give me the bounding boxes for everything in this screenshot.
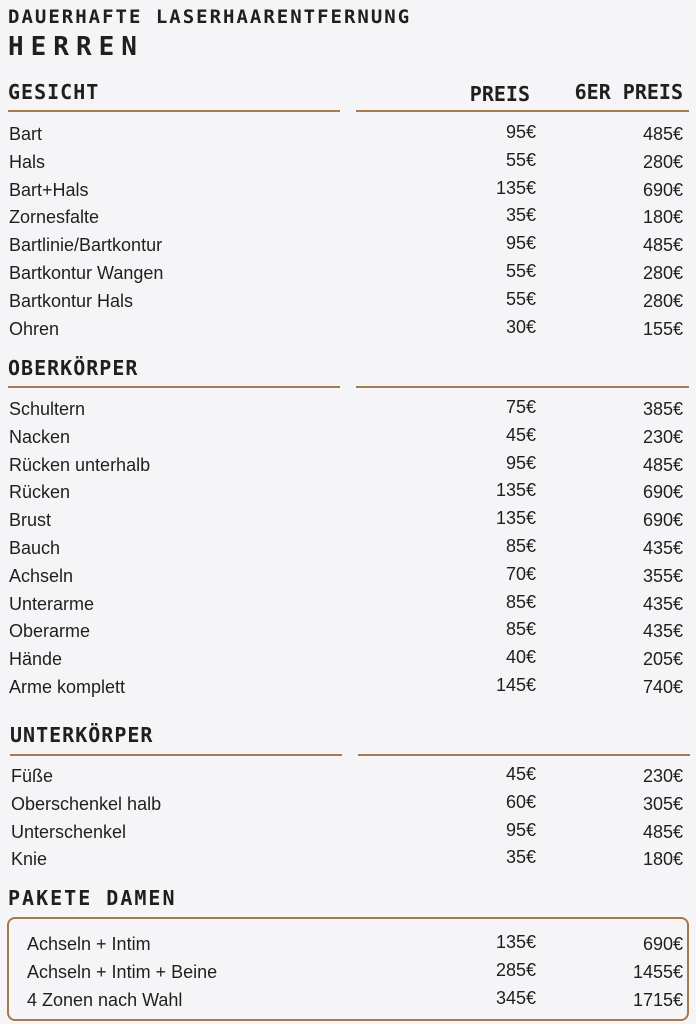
item-name: Bartkontur Hals (9, 290, 134, 311)
item-price: 45€ (505, 764, 536, 784)
item-name: Achseln + Intim + Beine (27, 961, 218, 982)
item-six-price: 1715€ (632, 989, 683, 1010)
price-row (0, 987, 696, 1018)
price-row (0, 482, 696, 510)
item-name: Achseln + Intim (27, 934, 151, 954)
price-row (0, 260, 696, 291)
section-divider-left (8, 386, 340, 388)
item-six-price: 305€ (642, 793, 683, 814)
item-price: 55€ (505, 288, 536, 309)
section-list-pakete (0, 934, 696, 1017)
item-six-price: 155€ (642, 318, 683, 339)
section-divider-right (356, 386, 689, 388)
price-row (0, 791, 696, 822)
section-list-unterkoerper (0, 766, 696, 877)
item-name: Arme komplett (9, 676, 126, 697)
item-six-price: 690€ (642, 179, 683, 200)
item-name: Nacken (9, 426, 71, 447)
item-six-price: 485€ (642, 454, 683, 475)
item-six-price: 1455€ (632, 961, 683, 982)
item-price: 60€ (505, 791, 536, 812)
page-title: DAUERHAFTE LASERHAARENTFERNUNG (8, 6, 412, 28)
item-name: Brust (9, 510, 52, 531)
section-divider-left (8, 110, 340, 112)
item-six-price: 230€ (642, 766, 683, 786)
item-name: Rücken (9, 482, 71, 503)
price-row (0, 452, 696, 483)
item-six-price: 230€ (642, 426, 683, 447)
item-price: 75€ (505, 397, 536, 417)
item-price: 95€ (505, 819, 536, 840)
item-price: 135€ (495, 932, 536, 952)
price-row (0, 819, 696, 850)
item-price: 135€ (495, 508, 536, 529)
item-price: 85€ (505, 535, 536, 556)
price-row (0, 766, 696, 794)
price-row (0, 959, 696, 990)
item-six-price: 435€ (642, 621, 683, 642)
item-price: 45€ (505, 424, 536, 445)
item-name: Schultern (9, 399, 86, 419)
item-price: 35€ (505, 847, 536, 868)
item-name: Bartkontur Wangen (9, 262, 164, 283)
item-name: Unterschenkel (11, 821, 127, 842)
item-six-price: 435€ (642, 593, 683, 614)
page-subtitle: HERREN (8, 32, 144, 62)
item-price: 285€ (495, 959, 536, 980)
item-six-price: 280€ (642, 262, 683, 283)
item-name: Bart+Hals (9, 179, 89, 200)
item-price: 135€ (495, 480, 536, 501)
item-name: Knie (11, 849, 48, 870)
item-name: Hände (9, 649, 63, 670)
price-row (0, 591, 696, 622)
item-six-price: 485€ (642, 821, 683, 842)
price-row (0, 149, 696, 180)
item-name: Rücken unterhalb (9, 454, 151, 475)
item-six-price: 690€ (642, 482, 683, 503)
item-six-price: 690€ (642, 510, 683, 531)
item-name: Unterarme (9, 593, 95, 614)
item-price: 145€ (495, 674, 536, 695)
item-name: Zornesfalte (9, 207, 100, 228)
price-row (0, 674, 696, 705)
item-six-price: 205€ (642, 649, 683, 670)
price-row (0, 649, 696, 677)
item-name: Ohren (9, 318, 60, 339)
item-six-price: 280€ (642, 290, 683, 311)
item-price: 85€ (505, 591, 536, 612)
item-six-price: 385€ (642, 399, 683, 419)
item-name: Hals (9, 151, 46, 172)
item-price: 85€ (505, 619, 536, 640)
price-row (0, 934, 696, 962)
section-list-oberkoerper (0, 399, 696, 705)
item-name: Bauch (9, 537, 61, 558)
item-price: 70€ (505, 563, 536, 584)
item-price: 95€ (505, 233, 536, 254)
column-header-six-price: 6ER PREIS (574, 80, 683, 104)
section-list-gesicht (0, 124, 696, 346)
column-header-price: PREIS (469, 82, 530, 106)
item-price: 55€ (505, 149, 536, 170)
section-title-pakete-damen: PAKETE DAMEN (8, 886, 177, 910)
price-row (0, 207, 696, 235)
item-price: 30€ (505, 316, 536, 337)
item-six-price: 485€ (642, 124, 683, 144)
price-row (0, 288, 696, 319)
item-price: 95€ (505, 452, 536, 473)
item-six-price: 485€ (642, 235, 683, 256)
item-six-price: 180€ (642, 849, 683, 870)
item-name: Bartlinie/Bartkontur (9, 235, 163, 256)
item-name: Füße (11, 766, 54, 786)
price-row (0, 621, 696, 649)
section-title-unterkoerper: UNTERKÖRPER (10, 723, 154, 747)
section-title-oberkoerper: OBERKÖRPER (8, 356, 139, 380)
section-divider-right (358, 754, 690, 756)
item-name: Achseln (9, 565, 74, 586)
item-price: 345€ (495, 987, 536, 1008)
price-row (0, 535, 696, 566)
item-six-price: 280€ (642, 151, 683, 172)
item-six-price: 740€ (642, 676, 683, 697)
price-row (0, 177, 696, 208)
price-row (0, 316, 696, 347)
item-six-price: 355€ (642, 565, 683, 586)
item-price: 35€ (505, 205, 536, 226)
section-divider-right (356, 110, 689, 112)
item-six-price: 180€ (642, 207, 683, 228)
price-row (0, 510, 696, 538)
item-name: Bart (9, 124, 43, 144)
item-price: 55€ (505, 260, 536, 281)
section-title-gesicht: GESICHT (8, 80, 100, 104)
item-price: 95€ (505, 122, 536, 142)
item-name: Oberarme (9, 621, 91, 642)
item-six-price: 435€ (642, 537, 683, 558)
item-price: 135€ (495, 177, 536, 198)
price-row (0, 399, 696, 427)
price-row (0, 563, 696, 594)
price-row (0, 124, 696, 152)
price-row (0, 235, 696, 263)
price-row (0, 849, 696, 877)
section-divider-left (10, 754, 342, 756)
item-name: 4 Zonen nach Wahl (27, 989, 183, 1010)
item-six-price: 690€ (642, 934, 683, 954)
price-row (0, 424, 696, 455)
item-price: 40€ (505, 647, 536, 668)
item-name: Oberschenkel halb (11, 793, 162, 814)
